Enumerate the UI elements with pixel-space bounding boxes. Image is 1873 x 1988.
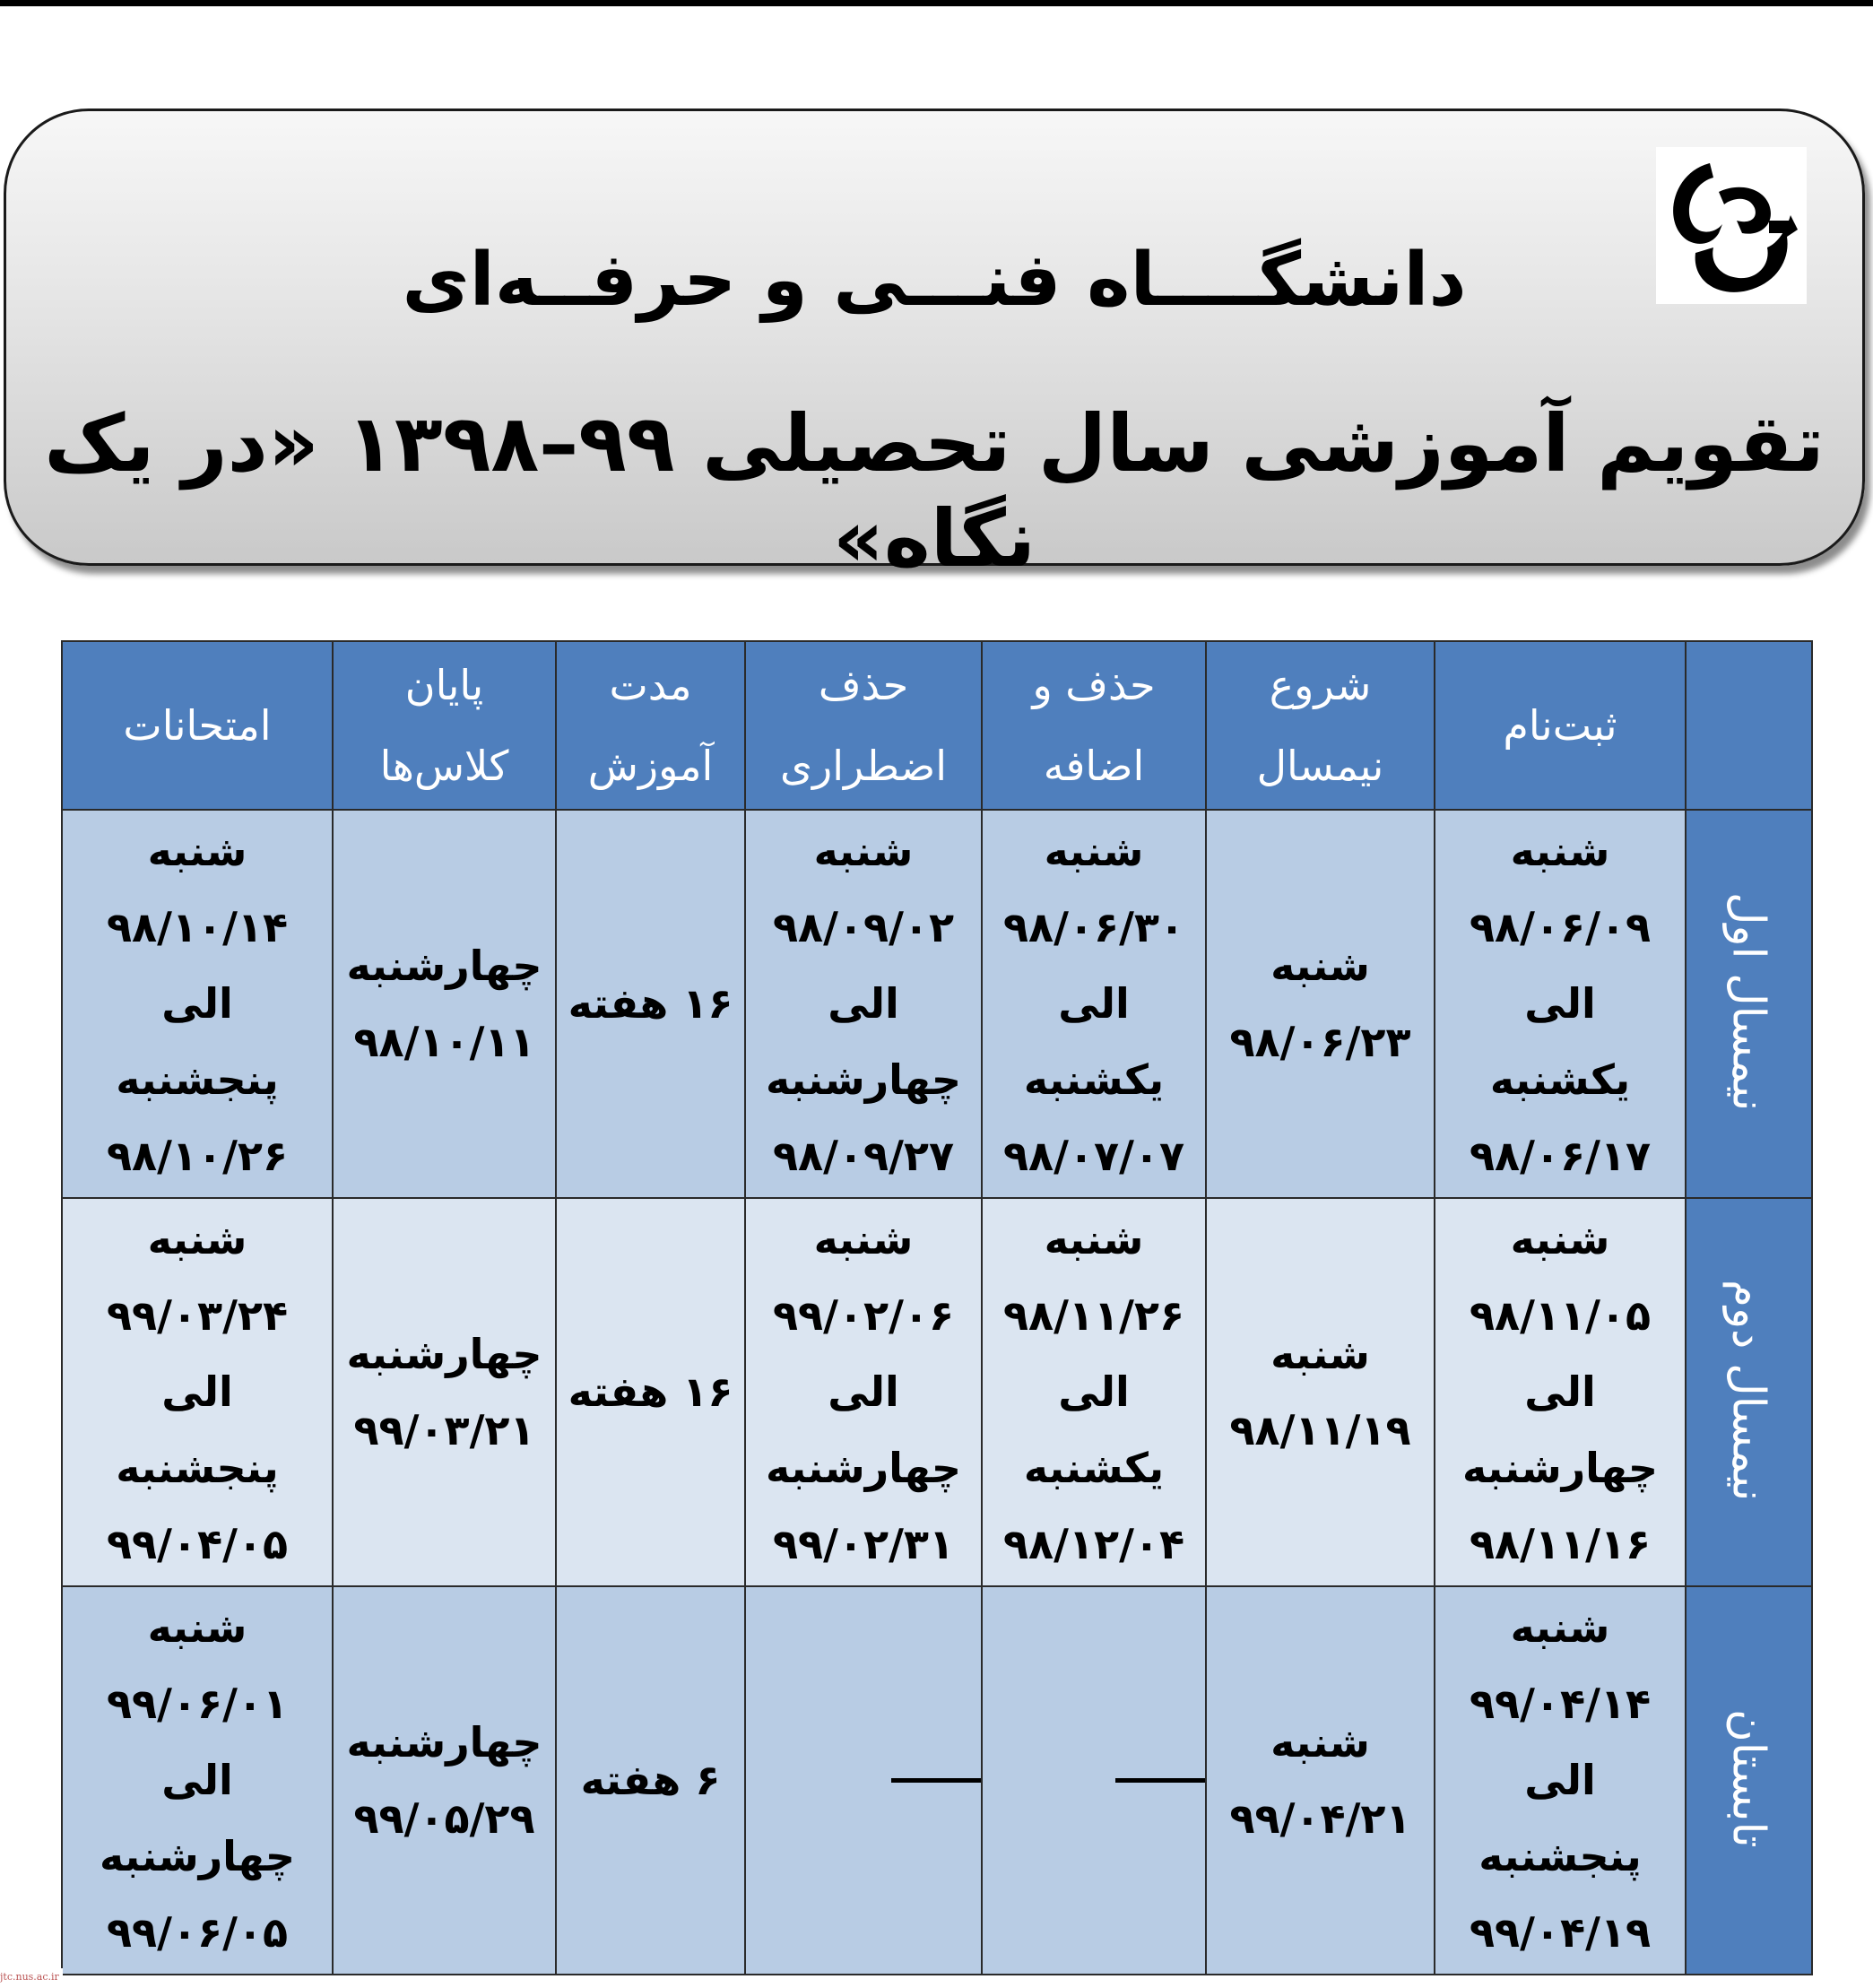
cell-line: ۹۹/۰۴/۱۹ xyxy=(1469,1908,1652,1957)
cell-line: شنبه xyxy=(147,827,247,875)
table-row xyxy=(62,810,1812,1198)
column-header-line: اضافه xyxy=(1043,742,1145,790)
exams-cell xyxy=(62,1586,333,1975)
column-header-line: امتحانات xyxy=(123,701,272,750)
cell-line: ۹۸/۱۰/۱۱ xyxy=(353,1017,535,1066)
add-drop-cell xyxy=(982,810,1206,1198)
cell-line: ۹۸/۱۱/۱۶ xyxy=(1469,1520,1652,1568)
column-header-classes-end xyxy=(333,641,556,810)
row-header xyxy=(1686,1586,1812,1975)
exams-cell xyxy=(62,810,333,1198)
cell-line: ۹۸/۰۹/۰۲ xyxy=(772,903,955,951)
column-header-line: آموزش xyxy=(587,742,714,790)
column-header-add-drop xyxy=(982,641,1206,810)
cell-line: ۱۶ هفته xyxy=(568,1367,733,1416)
emergency-drop-cell xyxy=(745,810,982,1198)
column-header-line: مدت xyxy=(609,661,692,709)
table-header-row xyxy=(62,641,1812,810)
cell-line: ۹۸/۱۲/۰۴ xyxy=(1002,1520,1185,1568)
cell-line: ۹۹/۰۴/۰۵ xyxy=(106,1520,289,1568)
column-header-exams xyxy=(62,641,333,810)
duration-cell xyxy=(556,1586,745,1975)
cell-line: شنبه xyxy=(147,1603,247,1652)
emergency-drop-cell xyxy=(745,1586,982,1975)
cell-line: الی xyxy=(1524,1756,1596,1804)
empty-dash xyxy=(891,1778,981,1783)
cell-line: ۹۹/۰۳/۲۱ xyxy=(353,1405,535,1454)
cell-line: ۱۶ هفته xyxy=(568,979,733,1028)
cell-line: ۹۹/۰۲/۰۶ xyxy=(772,1291,955,1340)
cell-line: یکشنبه xyxy=(1023,1444,1165,1492)
cell-line: یکشنبه xyxy=(1023,1055,1165,1104)
cell-line: الی xyxy=(1524,979,1596,1028)
cell-line: شنبه xyxy=(813,1215,914,1263)
column-header-line: اضطراری xyxy=(780,742,947,790)
cell-line: یکشنبه xyxy=(1489,1055,1631,1104)
registration-cell xyxy=(1435,1198,1686,1586)
cell-line: ۶ هفته xyxy=(580,1756,721,1804)
duration-cell xyxy=(556,810,745,1198)
cell-line: شنبه xyxy=(1510,1603,1610,1652)
cell-line: ۹۸/۱۱/۰۵ xyxy=(1469,1291,1652,1340)
cell-line: ۹۹/۰۵/۲۹ xyxy=(353,1793,535,1843)
classes-end-cell xyxy=(333,1586,556,1975)
title-banner xyxy=(4,109,1865,585)
row-label: نیمسال اول xyxy=(1722,892,1775,1112)
cell-line: الی xyxy=(828,979,899,1028)
column-header-line: شروع xyxy=(1269,661,1372,709)
semester-start-cell xyxy=(1206,1198,1435,1586)
classes-end-cell xyxy=(333,1198,556,1586)
cell-line: شنبه xyxy=(1270,1329,1370,1378)
column-header-semester-start xyxy=(1206,641,1435,810)
cell-line: ۹۸/۱۱/۲۶ xyxy=(1002,1291,1185,1340)
page-title: دانشگــــاه فنـــی و حرفــه‌ای xyxy=(402,238,1467,323)
cell-line: پنجشنبه xyxy=(116,1444,279,1492)
cell-line: ۹۹/۰۴/۱۴ xyxy=(1469,1680,1652,1728)
cell-line: ۹۸/۰۶/۳۰ xyxy=(1002,903,1185,951)
semester-start-cell xyxy=(1206,810,1435,1198)
cell-line: ۹۸/۰۹/۲۷ xyxy=(772,1132,955,1180)
classes-end-cell xyxy=(333,810,556,1198)
row-label: تابستان xyxy=(1722,1709,1775,1848)
add-drop-cell xyxy=(982,1586,1206,1975)
cell-line: ۹۸/۰۷/۰۷ xyxy=(1002,1132,1185,1180)
semester-start-cell xyxy=(1206,1586,1435,1975)
cell-line: شنبه xyxy=(1044,1215,1144,1263)
cell-line: ۹۹/۰۶/۰۱ xyxy=(106,1680,289,1728)
row-label: نیمسال دوم xyxy=(1722,1279,1775,1502)
cell-line: الی xyxy=(161,1367,233,1416)
column-header-emergency-drop xyxy=(745,641,982,810)
emergency-drop-cell xyxy=(745,1198,982,1586)
cell-line: شنبه xyxy=(1044,827,1144,875)
column-header-registration xyxy=(1435,641,1686,810)
cell-line: چهارشنبه xyxy=(766,1055,961,1104)
academic-calendar-table xyxy=(61,640,1813,1975)
row-header xyxy=(1686,1198,1812,1586)
cell-line: چهارشنبه xyxy=(100,1832,295,1880)
column-header-line: نیمسال xyxy=(1256,742,1384,790)
cell-line: شنبه xyxy=(1510,1215,1610,1263)
cell-line: ۹۹/۰۶/۰۵ xyxy=(106,1908,289,1957)
empty-dash xyxy=(1115,1778,1205,1783)
cell-line: شنبه xyxy=(1270,1717,1370,1767)
table-row xyxy=(62,1586,1812,1975)
cell-line: ۹۸/۱۱/۱۹ xyxy=(1229,1405,1411,1454)
column-header-line: حذف xyxy=(818,661,909,709)
cell-line: الی xyxy=(161,1756,233,1804)
column-header-duration xyxy=(556,641,745,810)
cell-line: الی xyxy=(828,1367,899,1416)
cell-line: چهارشنبه xyxy=(346,941,542,990)
footer-watermark: jtc.nus.ac.ir xyxy=(0,1968,63,1986)
cell-line: چهارشنبه xyxy=(346,1329,542,1378)
page-subtitle: تقویم آموزشی سال تحصیلی ۹۹–۱۳۹۸ «در یک نگاه» xyxy=(44,397,1825,585)
cell-line: شنبه xyxy=(147,1215,247,1263)
cell-line: الی xyxy=(1058,1367,1130,1416)
cell-line: ۹۸/۱۰/۱۴ xyxy=(106,903,289,951)
corner-cell xyxy=(1686,641,1812,810)
cell-line: ۹۹/۰۳/۲۴ xyxy=(106,1291,289,1340)
add-drop-cell xyxy=(982,1198,1206,1586)
table-row xyxy=(62,1198,1812,1586)
top-rule xyxy=(0,0,1873,6)
cell-line: ۹۸/۰۶/۰۹ xyxy=(1469,903,1652,951)
cell-line: ۹۸/۰۶/۲۳ xyxy=(1229,1017,1411,1066)
cell-line: الی xyxy=(1058,979,1130,1028)
duration-cell xyxy=(556,1198,745,1586)
column-header-line: ثبت‌نام xyxy=(1503,701,1617,750)
cell-line: ۹۹/۰۲/۳۱ xyxy=(772,1520,955,1568)
column-header-line: حذف و xyxy=(1032,661,1156,709)
registration-cell xyxy=(1435,810,1686,1198)
cell-line: پنجشنبه xyxy=(116,1055,279,1104)
cell-line: الی xyxy=(161,979,233,1028)
cell-line: چهارشنبه xyxy=(346,1717,542,1767)
cell-line: پنجشنبه xyxy=(1478,1832,1642,1880)
column-header-line: کلاس‌ها xyxy=(379,742,509,790)
row-header xyxy=(1686,810,1812,1198)
column-header-line: پایان xyxy=(404,661,484,709)
cell-line: ۹۸/۱۰/۲۶ xyxy=(106,1132,289,1180)
cell-line: شنبه xyxy=(1510,827,1610,875)
cell-line: چهارشنبه xyxy=(1462,1444,1658,1492)
registration-cell xyxy=(1435,1586,1686,1975)
exams-cell xyxy=(62,1198,333,1586)
university-logo-icon xyxy=(1656,147,1807,304)
cell-line: ۹۸/۰۶/۱۷ xyxy=(1469,1132,1652,1180)
cell-line: شنبه xyxy=(813,827,914,875)
cell-line: شنبه xyxy=(1270,941,1370,990)
cell-line: چهارشنبه xyxy=(766,1444,961,1492)
cell-line: ۹۹/۰۴/۲۱ xyxy=(1229,1793,1411,1843)
cell-line: الی xyxy=(1524,1367,1596,1416)
